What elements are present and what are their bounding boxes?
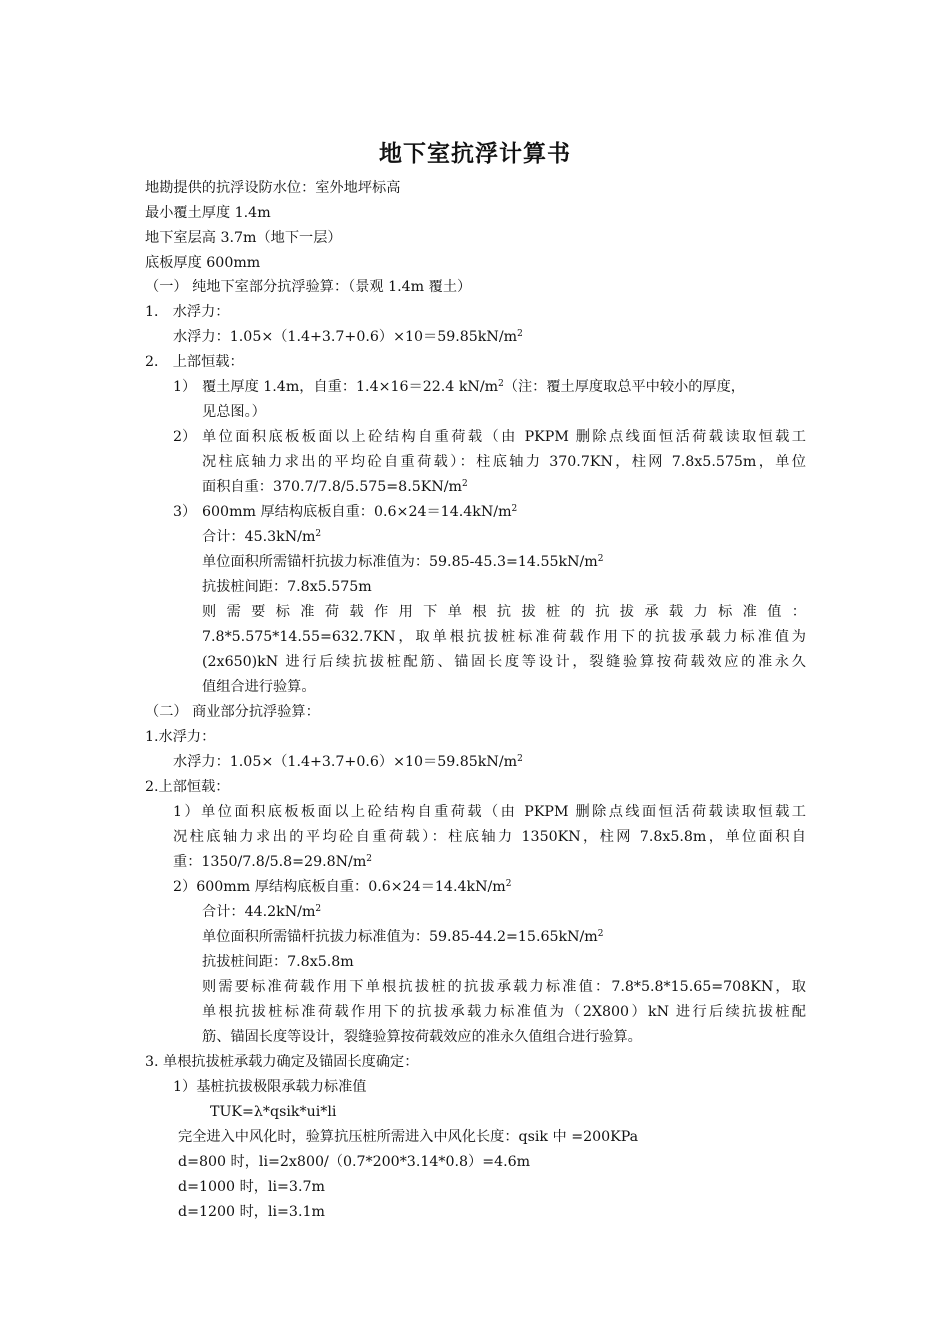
paragraph-line bbox=[173, 877, 511, 897]
text: 面积自重：370.7/7.8/5.575=8.5KN/m bbox=[202, 479, 462, 495]
text: 覆土厚度 1.4m，自重：1.4×16＝22.4 kN/m bbox=[202, 379, 499, 395]
intro-line: 底板厚度 600mm bbox=[145, 255, 261, 271]
intro-line: 地勘提供的抗浮设防水位：室外地坪标高 bbox=[145, 180, 401, 196]
item-label: 1． 水浮力： bbox=[145, 304, 230, 320]
superscript: 2 bbox=[597, 554, 604, 564]
superscript: 2 bbox=[511, 504, 518, 514]
superscript: 2 bbox=[462, 479, 468, 489]
item-label: 1.水浮力： bbox=[145, 729, 216, 745]
paragraph-line: 1）基桩抗拔极限承载力标准值 bbox=[173, 1079, 367, 1095]
calc-line: d=1000 时，li=3.7m bbox=[178, 1179, 325, 1195]
calc-line: d=1200 时，li=3.1m bbox=[178, 1204, 325, 1220]
paragraph-line: 完全进入中风化时，验算抗压桩所需进入中风化长度：qsik 中 =200KPa bbox=[178, 1129, 639, 1145]
paragraph-line: 抗拔桩间距：7.8x5.575m bbox=[202, 579, 372, 595]
intro-line: 最小覆土厚度 1.4m bbox=[145, 205, 271, 221]
superscript: 2 bbox=[315, 904, 322, 914]
total-line bbox=[202, 902, 321, 922]
superscript: 2 bbox=[315, 529, 322, 539]
paragraph-line: 筋、锚固长度等设计，裂缝验算按荷载效应的准永久值组合进行验算。 bbox=[202, 1029, 642, 1045]
paragraph-line: (2x650)kN 进行后续抗拔桩配筋、锚固长度等设计，裂缝验算按荷载效应的准永久 bbox=[202, 654, 806, 670]
paragraph-line: 见总图。） bbox=[202, 404, 266, 420]
text: （注：覆土厚度取总平中较小的厚度， bbox=[503, 379, 745, 395]
paragraph-line: 值组合进行验算。 bbox=[202, 679, 316, 695]
list-number: 2） bbox=[173, 429, 197, 445]
item-label: 2.上部恒载： bbox=[145, 779, 230, 795]
paragraph-line bbox=[202, 927, 603, 947]
text: 600mm 厚结构底板自重：0.6×24＝14.4kN/m bbox=[202, 504, 512, 520]
paragraph-line: 抗拔桩间距：7.8x5.8m bbox=[202, 954, 354, 970]
text: 水浮力：1.05×（1.4+3.7+0.6）×10＝59.85kN/m bbox=[173, 754, 518, 770]
paragraph-line bbox=[202, 552, 603, 572]
paragraph-line bbox=[202, 477, 468, 497]
text: 合计：45.3kN/m bbox=[202, 529, 316, 545]
intro-line: 地下室层高 3.7m（地下一层） bbox=[145, 230, 342, 246]
text: 单位面积所需锚杆抗拔力标准值为：59.85-44.2=15.65kN/m bbox=[202, 929, 598, 945]
paragraph-line: 7.8*5.575*14.55=632.7KN，取单根抗拔桩标准荷载作用下的抗拔承载力标准值为 bbox=[202, 629, 806, 645]
total-line bbox=[202, 527, 321, 547]
paragraph-line: 则需要标准荷载作用下单根抗拔桩的抗拔承载力标准值：7.8*5.8*15.65=708KN，取 bbox=[202, 979, 806, 995]
text: 合计：44.2kN/m bbox=[202, 904, 316, 920]
section-heading: （二） 商业部分抗浮验算： bbox=[145, 704, 320, 720]
section-heading: （一） 纯地下室部分抗浮验算：（景观 1.4m 覆土） bbox=[145, 279, 472, 295]
superscript: 2 bbox=[517, 329, 523, 339]
superscript: 2 bbox=[366, 854, 373, 864]
paragraph-line bbox=[202, 377, 745, 397]
paragraph-line: 1）单位面积底板板面以上砼结构自重荷载（由 PKPM 删除点线面恒活荷载读取恒载工 bbox=[173, 804, 806, 820]
item-label: 2． 上部恒载： bbox=[145, 354, 244, 370]
paragraph-line: 单根抗拔桩标准荷载作用下的抗拔承载力标准值为（2X800）kN 进行后续抗拔桩配 bbox=[202, 1004, 806, 1020]
text: 水浮力：1.05×（1.4+3.7+0.6）×10＝59.85kN/m bbox=[173, 329, 518, 345]
superscript: 2 bbox=[517, 754, 523, 764]
formula-line: TUK=λ*qsik*ui*li bbox=[210, 1104, 337, 1120]
text: 重：1350/7.8/5.8=29.8N/m bbox=[173, 854, 367, 870]
section-heading: 3. 单根抗拔桩承载力确定及锚固长度确定： bbox=[145, 1054, 419, 1070]
list-number: 1） bbox=[173, 379, 197, 395]
buoyancy-line bbox=[173, 327, 523, 347]
superscript: 2 bbox=[498, 379, 504, 389]
paragraph-line: 则需要标准荷载作用下单根抗拔桩的抗拔承载力标准值： bbox=[202, 604, 806, 620]
text: 2）600mm 厚结构底板自重：0.6×24＝14.4kN/m bbox=[173, 879, 506, 895]
paragraph-line bbox=[202, 502, 517, 522]
list-number: 3） bbox=[173, 504, 197, 520]
text: 单位面积所需锚杆抗拔力标准值为：59.85-45.3=14.55kN/m bbox=[202, 554, 598, 570]
paragraph-line: 单位面积底板板面以上砼结构自重荷载（由 PKPM 删除点线面恒活荷载读取恒载工 bbox=[202, 429, 806, 445]
paragraph-line bbox=[173, 852, 372, 872]
superscript: 2 bbox=[505, 879, 512, 889]
calc-line: d=800 时，li=2x800/（0.7*200*3.14*0.8）=4.6m bbox=[178, 1154, 531, 1170]
paragraph-line: 况柱底轴力求出的平均砼自重荷载）：柱底轴力 1350KN，柱网 7.8x5.8m，单位面积自 bbox=[173, 829, 806, 845]
page-title: 地下室抗浮计算书 bbox=[379, 140, 571, 167]
superscript: 2 bbox=[597, 929, 604, 939]
paragraph-line: 况柱底轴力求出的平均砼自重荷载）：柱底轴力 370.7KN，柱网 7.8x5.575m，单位 bbox=[202, 454, 806, 470]
buoyancy-line bbox=[173, 752, 523, 772]
